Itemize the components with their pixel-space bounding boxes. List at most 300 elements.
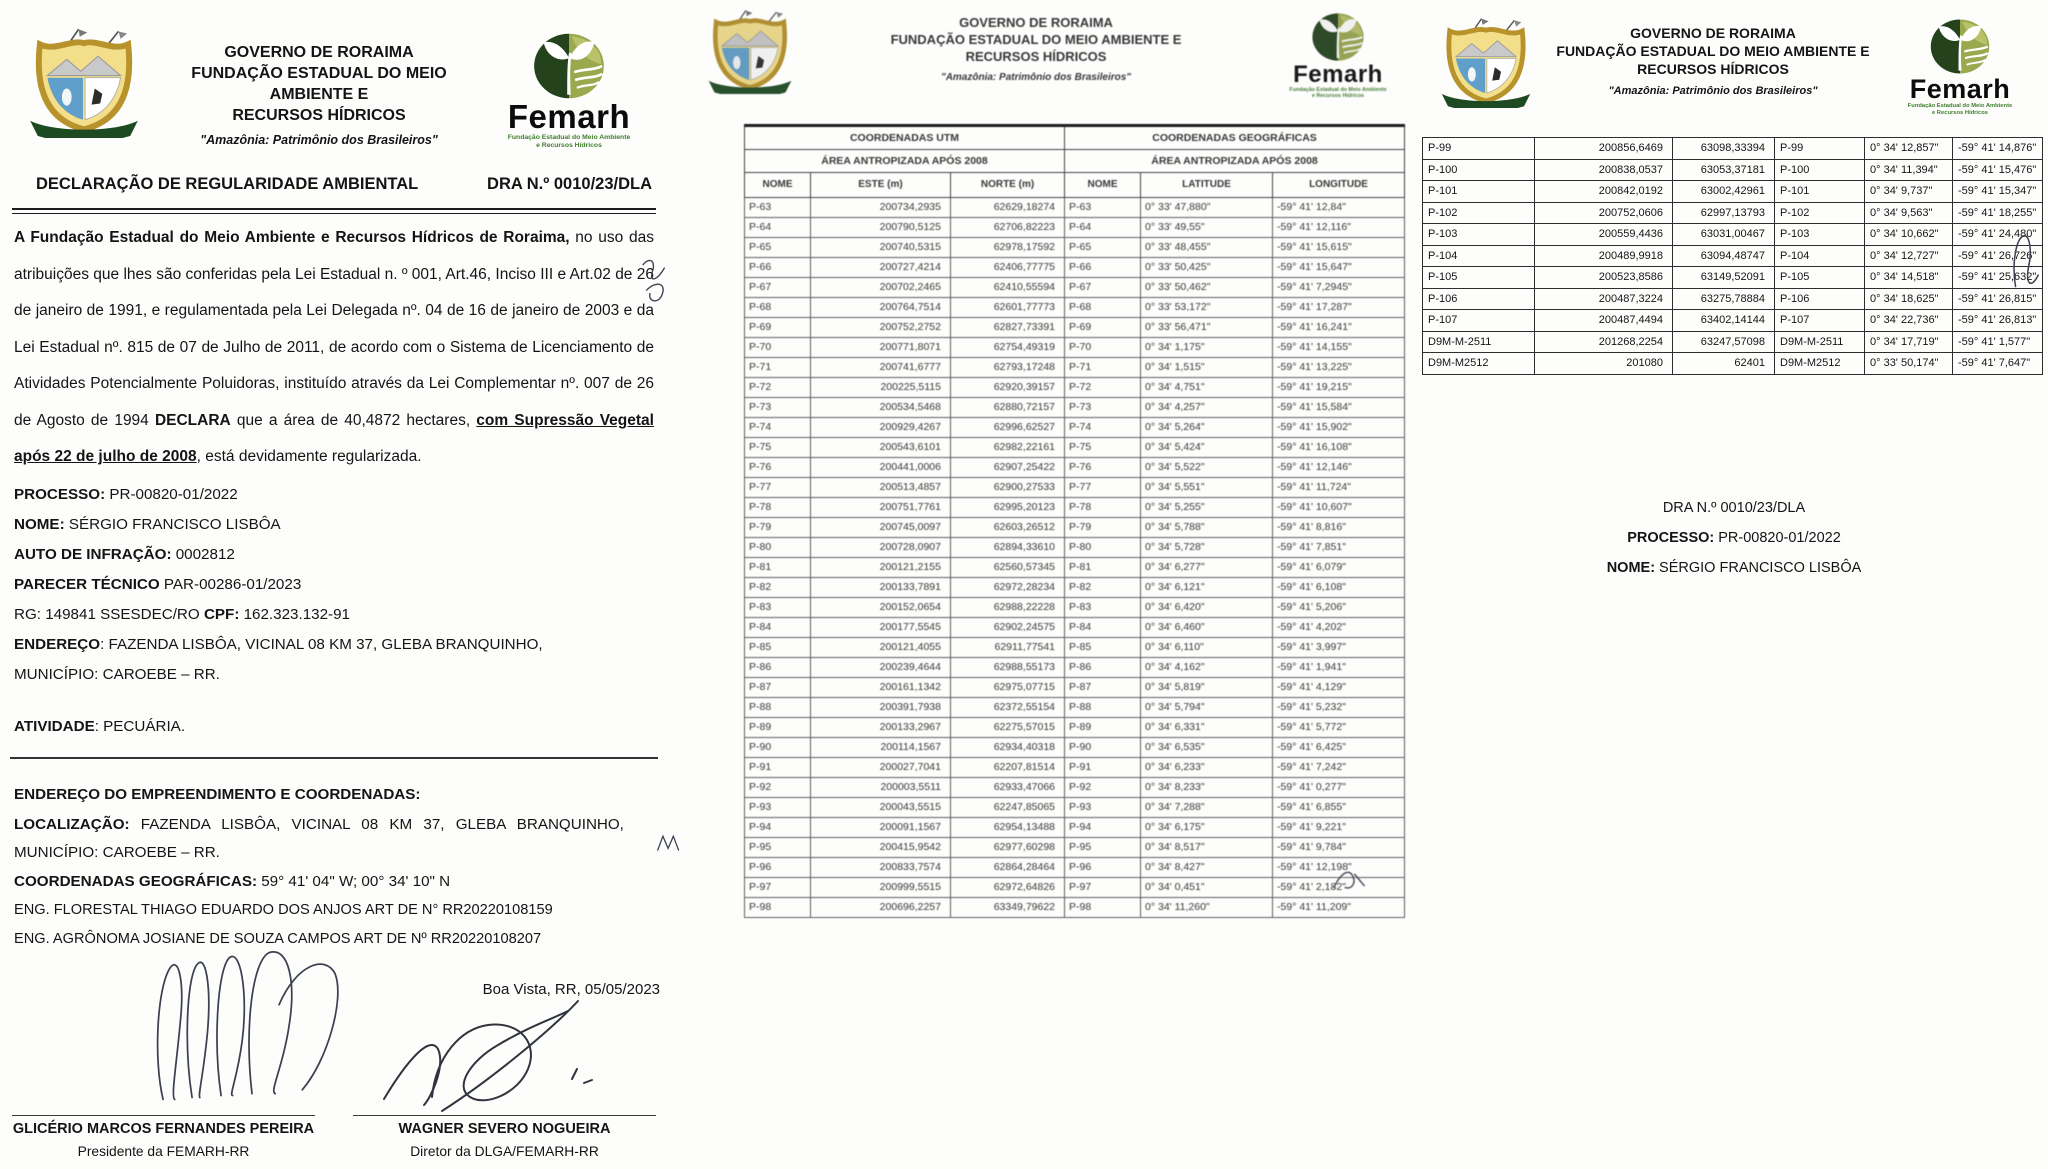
table-cell: 200121,4055 xyxy=(811,637,951,657)
text-segment: ENG. FLORESTAL THIAGO EDUARDO DOS ANJOS ART DE N° RR20220108159 xyxy=(14,902,553,918)
table-cell: P-93 xyxy=(745,797,811,817)
text-line xyxy=(1420,553,2048,583)
table-cell: 0° 34' 6,420" xyxy=(1141,597,1273,617)
signature-area xyxy=(8,957,660,1169)
text-segment: MUNICÍPIO: CAROEBE – RR. xyxy=(14,844,220,861)
table-row xyxy=(745,277,1405,297)
table-cell: P-91 xyxy=(1065,757,1141,777)
table-cell: 201268,2254 xyxy=(1535,331,1673,353)
org-motto: "Amazônia: Patrimônio dos Brasileiros" xyxy=(940,72,1132,83)
table-cell: -59° 41' 24,480" xyxy=(1953,224,2043,246)
table-cell: 200999,5515 xyxy=(811,877,951,897)
col-latitude: LATITUDE xyxy=(1141,172,1273,197)
table-row xyxy=(745,257,1405,277)
table-cell: -59° 41' 4,202" xyxy=(1273,617,1405,637)
text-segment: SÉRGIO FRANCISCO LISBÔA xyxy=(1655,559,1862,576)
femarh-wordmark: Femarh xyxy=(507,98,631,135)
table-cell: P-90 xyxy=(745,737,811,757)
table-cell: -59° 41' 26,726" xyxy=(1953,245,2043,267)
table-cell: 62372,55154 xyxy=(951,697,1065,717)
table-cell: -59° 41' 6,425" xyxy=(1273,737,1405,757)
table-cell: 200696,2257 xyxy=(811,897,951,917)
org-motto: "Amazônia: Patrimônio dos Brasileiros" xyxy=(200,133,438,147)
table-cell: P-67 xyxy=(745,277,811,297)
coordinates-rows xyxy=(745,197,1405,917)
table-row xyxy=(1423,288,2043,310)
table-cell: P-75 xyxy=(745,437,811,457)
table-cell: 0° 33' 53,172" xyxy=(1141,297,1273,317)
table-cell: 200152,0654 xyxy=(811,597,951,617)
table-cell: 0° 34' 9,737" xyxy=(1865,181,1953,203)
table-cell: 0° 34' 0,451" xyxy=(1141,877,1273,897)
page-1-header xyxy=(8,0,660,151)
table-cell: 200734,2935 xyxy=(811,197,951,217)
table-row xyxy=(745,437,1405,457)
table-cell: 200559,4436 xyxy=(1535,224,1673,246)
table-area-header xyxy=(745,149,1405,172)
president-name: GLICÉRIO MARCOS FERNANDES PEREIRA xyxy=(12,1121,315,1137)
table-cell: 62972,64826 xyxy=(951,877,1065,897)
table-cell: 62900,27533 xyxy=(951,477,1065,497)
femarh-logo xyxy=(1272,8,1404,100)
table-cell: -59° 41' 26,813" xyxy=(1953,310,2043,332)
signature-president xyxy=(12,1115,315,1159)
table-cell: 62603,26512 xyxy=(951,517,1065,537)
table-row xyxy=(1423,331,2043,353)
org-line-2: FUNDAÇÃO ESTADUAL DO MEIO AMBIENTE E xyxy=(890,32,1182,47)
table-cell: P-87 xyxy=(1065,677,1141,697)
table-row xyxy=(745,397,1405,417)
table-cell: 200133,2967 xyxy=(811,717,951,737)
text-segment: PR-00820-01/2022 xyxy=(1714,529,1841,546)
table-cell: P-83 xyxy=(1065,597,1141,617)
text-segment: DECLARA xyxy=(154,411,231,429)
table-cell: P-95 xyxy=(1065,837,1141,857)
col-nome: NOME xyxy=(745,172,811,197)
handwritten-initial-mark xyxy=(638,252,672,308)
table-cell: 63031,00467 xyxy=(1673,224,1775,246)
table-cell: P-65 xyxy=(1065,237,1141,257)
table-cell: -59° 41' 1,577" xyxy=(1953,331,2043,353)
text-segment: no uso das atribuições que lhes são conferidas pela Lei Estadual n. º 001, Art.46, Inciso III e Art.02 de 26 de janeiro de 1991, e regulamentada pela Lei Delegada nº. 04 de 16 de janeiro de 2003 e da Lei Estadual nº. 815 de 07 de Julho de 2011, de acordo com o Sistema de Licenciamento de Atividades Potencialmente Poluidoras, instituído através da Lei Complementar nº. 007 de 26 de Agosto de 1994 xyxy=(14,229,654,429)
table-cell: P-76 xyxy=(1065,457,1141,477)
table-cell: P-96 xyxy=(1065,857,1141,877)
table-row xyxy=(745,797,1405,817)
table-cell: 62406,77775 xyxy=(951,257,1065,277)
org-line-3: RECURSOS HÍDRICOS xyxy=(1637,61,1789,77)
table-row xyxy=(745,817,1405,837)
table-cell: P-67 xyxy=(1065,277,1141,297)
femarh-logo xyxy=(1886,16,2034,117)
table-cell: 0° 34' 5,728" xyxy=(1141,537,1273,557)
table-cell: -59° 41' 16,108" xyxy=(1273,437,1405,457)
table-cell: P-78 xyxy=(745,497,811,517)
table-cell: -59° 41' 10,607" xyxy=(1273,497,1405,517)
text-segment: ATIVIDADE xyxy=(14,717,95,735)
table-cell: P-107 xyxy=(1423,310,1535,332)
table-cell: -59° 41' 5,206" xyxy=(1273,597,1405,617)
signature-director xyxy=(353,1115,656,1159)
text-line xyxy=(14,570,654,600)
text-segment: CPF: xyxy=(203,605,240,623)
text-segment: RG: 149841 SSESDEC/RO xyxy=(14,605,204,623)
table-cell: P-82 xyxy=(745,577,811,597)
table-row xyxy=(745,757,1405,777)
handwritten-initial-mark xyxy=(656,832,682,856)
handwritten-initial-mark xyxy=(1330,864,1368,894)
col-nome-2: NOME xyxy=(1065,172,1141,197)
table-cell: -59° 41' 1,941" xyxy=(1273,657,1405,677)
table-column-headers xyxy=(745,172,1405,197)
text-segment: LOCALIZAÇÃO: xyxy=(14,815,130,833)
table-cell: P-101 xyxy=(1423,181,1535,203)
table-cell: 0° 34' 18,625" xyxy=(1865,288,1953,310)
table-cell: -59° 41' 2,182" xyxy=(1273,877,1405,897)
text-line xyxy=(1420,493,2048,523)
table-cell: 63402,14144 xyxy=(1673,310,1775,332)
table-cell: 62997,13793 xyxy=(1673,202,1775,224)
table-cell: 0° 33' 50,462" xyxy=(1141,277,1273,297)
table-cell: -59° 41' 14,876" xyxy=(1953,138,2043,160)
table-cell: P-78 xyxy=(1065,497,1141,517)
table-row xyxy=(1423,310,2043,332)
area-left-cell: ÁREA ANTROPIZADA APÓS 2008 xyxy=(745,149,1065,172)
table-cell: P-68 xyxy=(1065,297,1141,317)
text-segment: que a área de 40,4872 hectares, xyxy=(230,411,477,429)
table-cell: 0° 34' 12,857" xyxy=(1865,138,1953,160)
table-cell: 62827,73391 xyxy=(951,317,1065,337)
table-cell: 0° 34' 5,522" xyxy=(1141,457,1273,477)
table-cell: 62902,24575 xyxy=(951,617,1065,637)
text-line xyxy=(14,630,654,660)
table-cell: 200752,0606 xyxy=(1535,202,1673,224)
table-cell: P-105 xyxy=(1423,267,1535,289)
table-cell: 200752,2752 xyxy=(811,317,951,337)
org-line-3: RECURSOS HÍDRICOS xyxy=(965,49,1107,64)
table-cell: -59° 41' 9,221" xyxy=(1273,817,1405,837)
table-cell: 62934,40318 xyxy=(951,737,1065,757)
table-cell: 0° 34' 8,517" xyxy=(1141,837,1273,857)
table-row xyxy=(745,677,1405,697)
table-row xyxy=(745,197,1405,217)
table-cell: 0° 34' 22,736" xyxy=(1865,310,1953,332)
table-cell: P-91 xyxy=(745,757,811,777)
table-cell: 200702,2465 xyxy=(811,277,951,297)
table-row xyxy=(745,537,1405,557)
col-norte: NORTE (m) xyxy=(951,172,1065,197)
declaration-body xyxy=(14,220,654,476)
double-rule xyxy=(12,208,656,214)
table-cell: -59° 41' 4,129" xyxy=(1273,677,1405,697)
table-cell: -59° 41' 19,215" xyxy=(1273,377,1405,397)
table-cell: P-93 xyxy=(1065,797,1141,817)
table-cell: P-106 xyxy=(1775,288,1865,310)
table-cell: 200842,0192 xyxy=(1535,181,1673,203)
table-cell: P-105 xyxy=(1775,267,1865,289)
table-cell: 200091,1567 xyxy=(811,817,951,837)
table-cell: 200489,9918 xyxy=(1535,245,1673,267)
text-segment: DRA N.º 0010/23/DLA xyxy=(1662,499,1806,516)
table-cell: P-100 xyxy=(1775,159,1865,181)
president-role: Presidente da FEMARH-RR xyxy=(77,1144,250,1159)
table-cell: P-76 xyxy=(745,457,811,477)
text-line xyxy=(14,811,654,840)
table-cell: -59° 41' 18,255" xyxy=(1953,202,2043,224)
table-cell: P-92 xyxy=(1065,777,1141,797)
table-cell: P-74 xyxy=(745,417,811,437)
table-cell: 0° 34' 11,394" xyxy=(1865,159,1953,181)
table-row xyxy=(745,357,1405,377)
table-cell: 200177,5545 xyxy=(811,617,951,637)
table-cell: 200487,3224 xyxy=(1535,288,1673,310)
table-cell: P-84 xyxy=(1065,617,1141,637)
table-cell: 63349,79622 xyxy=(951,897,1065,917)
table-row xyxy=(745,697,1405,717)
text-line xyxy=(14,896,654,925)
text-segment: com Supressão Vegetal após 22 de julho de 2008 xyxy=(14,411,654,465)
table-cell: -59° 41' 15,647" xyxy=(1273,257,1405,277)
table-cell: P-92 xyxy=(745,777,811,797)
signature-scribble-president xyxy=(136,941,368,1109)
table-row xyxy=(1423,353,2043,375)
area-right-cell: ÁREA ANTROPIZADA APÓS 2008 xyxy=(1065,149,1405,172)
table-cell: 200121,2155 xyxy=(811,557,951,577)
table-cell: P-101 xyxy=(1775,181,1865,203)
table-cell: P-88 xyxy=(1065,697,1141,717)
table-cell: P-103 xyxy=(1775,224,1865,246)
text-segment: 162.323.132-91 xyxy=(239,605,351,623)
table-cell: 0° 33' 48,455" xyxy=(1141,237,1273,257)
table-cell: 0° 34' 14,518" xyxy=(1865,267,1953,289)
femarh-logo xyxy=(484,26,654,150)
signature-row xyxy=(8,1115,660,1159)
text-segment: COORDENADAS GEOGRÁFICAS: xyxy=(14,872,258,890)
date-line: Boa Vista, RR, 05/05/2023 xyxy=(482,981,660,998)
table-cell: P-73 xyxy=(1065,397,1141,417)
table-cell: 62864,28464 xyxy=(951,857,1065,877)
text-segment: NOME: xyxy=(1606,559,1656,576)
table-cell: P-72 xyxy=(745,377,811,397)
table-row xyxy=(1423,202,2043,224)
table-cell: -59° 41' 15,347" xyxy=(1953,181,2043,203)
table-cell: -59° 41' 25,632" xyxy=(1953,267,2043,289)
coordinates-continuation-table xyxy=(1422,137,2043,375)
table-cell: D9M-M2512 xyxy=(1775,353,1865,375)
table-cell: P-63 xyxy=(745,197,811,217)
table-row xyxy=(745,377,1405,397)
table-cell: P-94 xyxy=(745,817,811,837)
table-cell: 63094,48747 xyxy=(1673,245,1775,267)
table-cell: P-86 xyxy=(745,657,811,677)
table-cell: 0° 34' 6,175" xyxy=(1141,817,1273,837)
table-cell: -59° 41' 8,816" xyxy=(1273,517,1405,537)
table-cell: -59° 41' 17,287" xyxy=(1273,297,1405,317)
table-row xyxy=(1423,267,2043,289)
dra-number: DRA N.º 0010/23/DLA xyxy=(487,175,652,193)
table-cell: -59° 41' 12,84" xyxy=(1273,197,1405,217)
table-cell: -59° 41' 11,209" xyxy=(1273,897,1405,917)
handwritten-initial-mark xyxy=(2008,228,2042,294)
table-cell: 0° 34' 7,288" xyxy=(1141,797,1273,817)
table-cell: P-72 xyxy=(1065,377,1141,397)
table-cell: 62410,55594 xyxy=(951,277,1065,297)
table-cell: 200534,5468 xyxy=(811,397,951,417)
table-row xyxy=(745,517,1405,537)
table-cell: P-89 xyxy=(745,717,811,737)
table-cell: 200751,7761 xyxy=(811,497,951,517)
table-cell: 200043,5515 xyxy=(811,797,951,817)
page-3-coordinates-continuation xyxy=(1420,0,2048,583)
enterprise-address-lines xyxy=(14,811,654,954)
table-cell: 0° 34' 5,255" xyxy=(1141,497,1273,517)
text-segment: FAZENDA LISBÔA, VICINAL 08 KM 37, GLEBA BRANQUINHO, xyxy=(129,815,624,833)
table-cell: P-98 xyxy=(1065,897,1141,917)
utm-geographic-coordinates-table xyxy=(744,124,1405,918)
table-row xyxy=(745,737,1405,757)
org-motto: "Amazônia: Patrimônio dos Brasileiros" xyxy=(1608,85,1818,97)
table-cell: 200003,5511 xyxy=(811,777,951,797)
table-cell: 0° 34' 8,427" xyxy=(1141,857,1273,877)
table-cell: P-80 xyxy=(745,537,811,557)
table-cell: P-81 xyxy=(1065,557,1141,577)
table-cell: 0° 34' 5,264" xyxy=(1141,417,1273,437)
text-segment: PARECER TÉCNICO xyxy=(14,575,160,593)
femarh-logo-icon xyxy=(1306,12,1370,62)
text-line xyxy=(14,839,654,868)
table-cell: 0° 34' 6,110" xyxy=(1141,637,1273,657)
table-cell: 200523,8586 xyxy=(1535,267,1673,289)
table-row xyxy=(745,557,1405,577)
table-cell: 200740,5315 xyxy=(811,237,951,257)
table-cell: 0° 34' 6,277" xyxy=(1141,557,1273,577)
table-cell: P-104 xyxy=(1423,245,1535,267)
table-row xyxy=(745,857,1405,877)
table-cell: P-85 xyxy=(1065,637,1141,657)
table-cell: 0° 34' 5,424" xyxy=(1141,437,1273,457)
table-cell: P-71 xyxy=(1065,357,1141,377)
table-cell: 62207,81514 xyxy=(951,757,1065,777)
page-2-coordinates-table xyxy=(690,0,1418,918)
table-cell: 200415,9542 xyxy=(811,837,951,857)
table-cell: 62978,17592 xyxy=(951,237,1065,257)
table-cell: P-65 xyxy=(745,237,811,257)
table-cell: 63149,52091 xyxy=(1673,267,1775,289)
table-cell: 0° 34' 4,257" xyxy=(1141,397,1273,417)
femarh-tagline-2: e Recursos Hídricos xyxy=(536,142,602,149)
table-cell: 62706,82223 xyxy=(951,217,1065,237)
table-cell: P-88 xyxy=(745,697,811,717)
table-cell: 0° 34' 6,331" xyxy=(1141,717,1273,737)
org-line-1: GOVERNO DE RORAIMA xyxy=(224,44,414,61)
table-row xyxy=(745,777,1405,797)
table-cell: P-100 xyxy=(1423,159,1535,181)
org-line-1: GOVERNO DE RORAIMA xyxy=(1630,25,1796,41)
table-cell: 62601,77773 xyxy=(951,297,1065,317)
femarh-wordmark: Femarh xyxy=(1293,61,1383,88)
table-cell: P-85 xyxy=(745,637,811,657)
org-line-2: FUNDAÇÃO ESTADUAL DO MEIO AMBIENTE E xyxy=(1556,43,1870,59)
page-3-footer xyxy=(1420,493,2048,583)
text-line xyxy=(14,480,654,510)
table-cell: -59° 41' 12,146" xyxy=(1273,457,1405,477)
table-cell: -59° 41' 9,784" xyxy=(1273,837,1405,857)
table-cell: P-86 xyxy=(1065,657,1141,677)
table-cell: 200764,7514 xyxy=(811,297,951,317)
table-cell: 63098,33394 xyxy=(1673,138,1775,160)
text-line xyxy=(14,510,654,540)
text-line xyxy=(14,600,654,630)
table-cell: 62247,85065 xyxy=(951,797,1065,817)
org-text-block xyxy=(154,26,484,151)
table-cell: P-90 xyxy=(1065,737,1141,757)
table-cell: 62977,60298 xyxy=(951,837,1065,857)
text-segment: PROCESSO: xyxy=(1627,529,1715,546)
table-cell: 0° 34' 10,662" xyxy=(1865,224,1953,246)
director-name: WAGNER SEVERO NOGUEIRA xyxy=(398,1121,611,1137)
table-band-header xyxy=(745,125,1405,149)
coordinates-rows xyxy=(1423,138,2043,375)
document-title: DECLARAÇÃO DE REGULARIDADE AMBIENTAL xyxy=(36,175,419,193)
table-cell: 200543,6101 xyxy=(811,437,951,457)
table-cell: 200929,4267 xyxy=(811,417,951,437)
table-cell: P-99 xyxy=(1423,138,1535,160)
table-row xyxy=(1423,159,2043,181)
table-row xyxy=(1423,181,2043,203)
table-cell: -59° 41' 6,108" xyxy=(1273,577,1405,597)
activity-line xyxy=(14,718,654,735)
table-cell: 200790,5125 xyxy=(811,217,951,237)
table-cell: 200114,1567 xyxy=(811,737,951,757)
process-fields xyxy=(14,480,654,690)
table-cell: 62880,72157 xyxy=(951,397,1065,417)
table-cell: 200161,1342 xyxy=(811,677,951,697)
table-cell: 62972,28234 xyxy=(951,577,1065,597)
text-segment: ENDEREÇO xyxy=(14,635,101,653)
table-row xyxy=(745,877,1405,897)
table-cell: 0° 34' 6,121" xyxy=(1141,577,1273,597)
table-cell: 0° 34' 6,233" xyxy=(1141,757,1273,777)
table-cell: 63275,78884 xyxy=(1673,288,1775,310)
femarh-wordmark: Femarh xyxy=(1909,74,2011,104)
utm-header-cell: COORDENADAS UTM xyxy=(745,125,1065,149)
text-segment: 0002812 xyxy=(171,545,235,563)
table-row xyxy=(745,897,1405,917)
table-cell: 63247,57098 xyxy=(1673,331,1775,353)
table-cell: P-102 xyxy=(1423,202,1535,224)
table-cell: 62629,18274 xyxy=(951,197,1065,217)
table-cell: 62907,25422 xyxy=(951,457,1065,477)
table-cell: P-81 xyxy=(745,557,811,577)
table-cell: 62911,77541 xyxy=(951,637,1065,657)
table-cell: 200771,8071 xyxy=(811,337,951,357)
table-cell: 0° 33' 49,55" xyxy=(1141,217,1273,237)
table-cell: 0° 34' 17,719" xyxy=(1865,331,1953,353)
table-row xyxy=(1423,245,2043,267)
page-1-declaration xyxy=(8,0,660,1169)
signature-scribble-director xyxy=(376,993,604,1115)
table-cell: P-70 xyxy=(745,337,811,357)
table-cell: 0° 34' 1,515" xyxy=(1141,357,1273,377)
table-row xyxy=(745,717,1405,737)
table-cell: 62982,22161 xyxy=(951,437,1065,457)
table-cell: 62920,39157 xyxy=(951,377,1065,397)
table-cell: P-103 xyxy=(1423,224,1535,246)
table-cell: 62988,22228 xyxy=(951,597,1065,617)
femarh-tagline-2: e Recursos Hídricos xyxy=(1931,110,1989,116)
table-cell: 0° 33' 56,471" xyxy=(1141,317,1273,337)
table-cell: 200833,7574 xyxy=(811,857,951,877)
text-segment: SÉRGIO FRANCISCO LISBÔA xyxy=(64,515,281,533)
